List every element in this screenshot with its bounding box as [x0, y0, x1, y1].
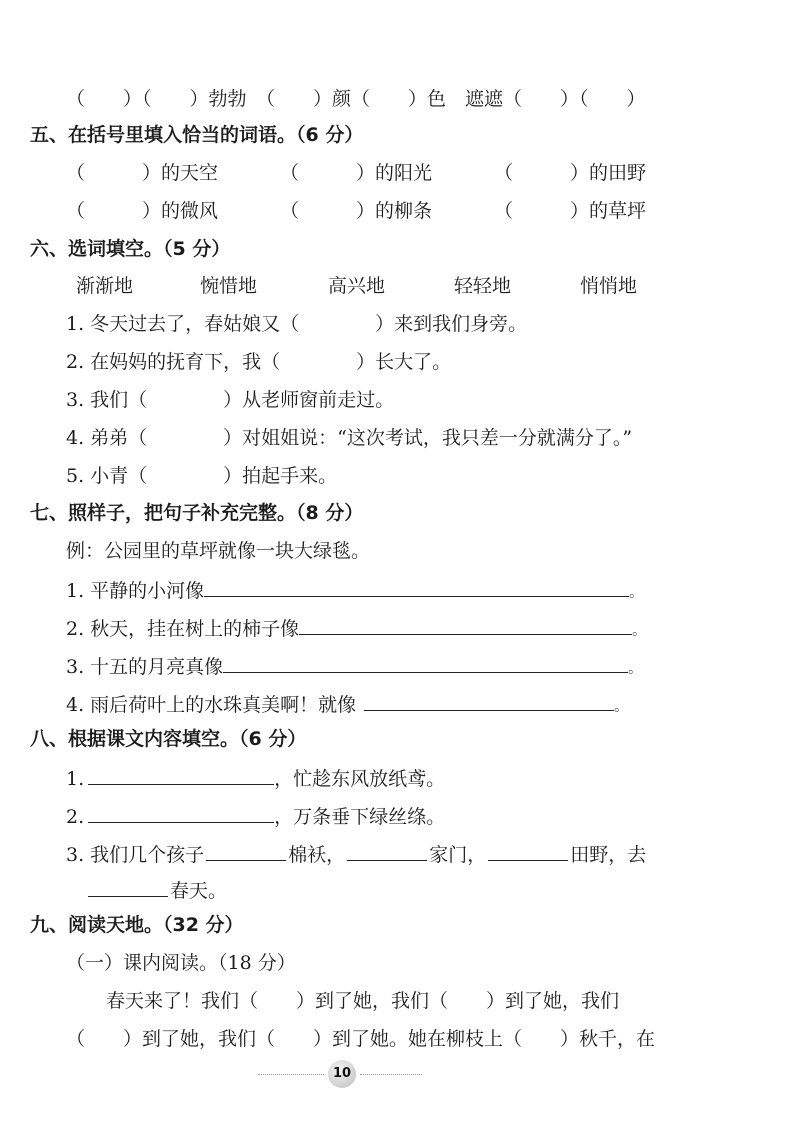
s7-example: 例：公园里的草坪就像一块大绿毯。: [66, 540, 371, 562]
s5-item-2: （ ）的阳光: [280, 162, 433, 184]
s5-title: 五、在括号里填入恰当的词语。（6 分）: [30, 124, 364, 146]
s7-item-3-blank: [223, 652, 628, 673]
s7-title: 七、照样子，把句子补充完整。（8 分）: [30, 502, 364, 524]
s8-item-1: [66, 764, 445, 792]
s6-word-4: 轻轻地: [454, 275, 512, 297]
s8-item-3: [66, 840, 646, 868]
s7-item-2-blank: [299, 614, 632, 635]
s8-item-1-tail: ，忙趁东风放纸鸢。: [274, 768, 446, 790]
s7-item-1: [66, 576, 643, 606]
s9-title: 九、阅读天地。（32 分）: [30, 914, 244, 936]
s7-item-3-period: 。: [628, 661, 643, 677]
s8-item-2: [66, 802, 445, 830]
s8-item-3-blank-4: [88, 876, 168, 897]
s6-item-4: 4. 弟弟（ ）对姐姐说：“这次考试，我只差一分就满分了。”: [66, 427, 633, 449]
footer-dots-right: [360, 1074, 422, 1075]
s8-item-2-tail: ，万条垂下绿丝绦。: [274, 806, 446, 828]
s9-passage-line-1: 春天来了！我们（ ）到了她，我们（ ）到了她，我们: [106, 990, 620, 1012]
s6-item-5: 5. 小青（ ）拍起手来。: [66, 465, 338, 487]
s7-item-3-text: 3. 十五的月亮真像: [66, 656, 224, 678]
s6-item-2: 2. 在妈妈的抚育下，我（ ）长大了。: [66, 351, 452, 373]
s8-item-3-b: 棉袄，: [288, 844, 346, 866]
s8-item-3-c: 家门，: [429, 844, 487, 866]
s8-item-2-num: 2.: [66, 806, 85, 828]
s7-item-1-blank: [204, 576, 629, 597]
s5-item-4: （ ）的微风: [66, 200, 219, 222]
s9-subtitle: （一）课内阅读。（18 分）: [66, 952, 296, 974]
s7-item-2: [66, 614, 646, 644]
s8-item-3-a: 3. 我们几个孩子: [66, 844, 205, 866]
s5-item-5: （ ）的柳条: [280, 200, 433, 222]
footer-dots-left: [258, 1074, 324, 1075]
s7-item-4-period: 。: [614, 699, 629, 715]
s7-item-1-text: 1. 平静的小河像: [66, 580, 205, 602]
s7-item-4: [66, 690, 628, 720]
s8-item-1-num: 1.: [66, 768, 85, 790]
s5-item-6: （ ）的草坪: [494, 200, 647, 222]
s7-item-1-period: 。: [629, 585, 644, 601]
s5-item-1: （ ）的天空: [66, 162, 219, 184]
s8-item-3-blank-2: [347, 840, 427, 861]
s5-item-3: （ ）的田野: [494, 162, 647, 184]
s6-word-1: 渐渐地: [76, 275, 134, 297]
s8-item-3-d: 田野，去: [570, 844, 647, 866]
s7-item-2-text: 2. 秋天，挂在树上的柿子像: [66, 618, 300, 640]
s7-item-2-period: 。: [632, 623, 647, 639]
s8-item-3-e: 春天。: [170, 880, 228, 902]
s6-word-2: 惋惜地: [200, 275, 258, 297]
s6-word-3: 高兴地: [328, 275, 386, 297]
s6-word-5: 悄悄地: [580, 275, 638, 297]
s6-item-1: 1. 冬天过去了，春姑娘又（ ）来到我们身旁。: [66, 313, 528, 335]
s7-item-3: [66, 652, 642, 682]
s8-item-3-cont: [88, 876, 227, 904]
s8-title: 八、根据课文内容填空。（6 分）: [30, 728, 307, 750]
s7-item-4-text: 4. 雨后荷叶上的水珠真美啊！就像: [66, 694, 357, 716]
s8-item-1-blank: [88, 764, 274, 785]
s9-passage-line-2: （ ）到了她，我们（ ）到了她。她在柳枝上（ ）秋千，在: [66, 1028, 656, 1050]
s6-item-3: 3. 我们（ ）从老师窗前走过。: [66, 389, 395, 411]
s8-item-3-blank-3: [488, 840, 568, 861]
s4-fill-line: （ ）（ ）勃勃 （ ）颜（ ）色 遮遮（ ）（ ）: [66, 88, 646, 110]
s8-item-2-blank: [88, 802, 274, 823]
s7-item-4-blank: [364, 690, 614, 711]
page-number: 10: [328, 1060, 356, 1088]
s6-title: 六、选词填空。（5 分）: [30, 238, 231, 260]
s8-item-3-blank-1: [206, 840, 286, 861]
